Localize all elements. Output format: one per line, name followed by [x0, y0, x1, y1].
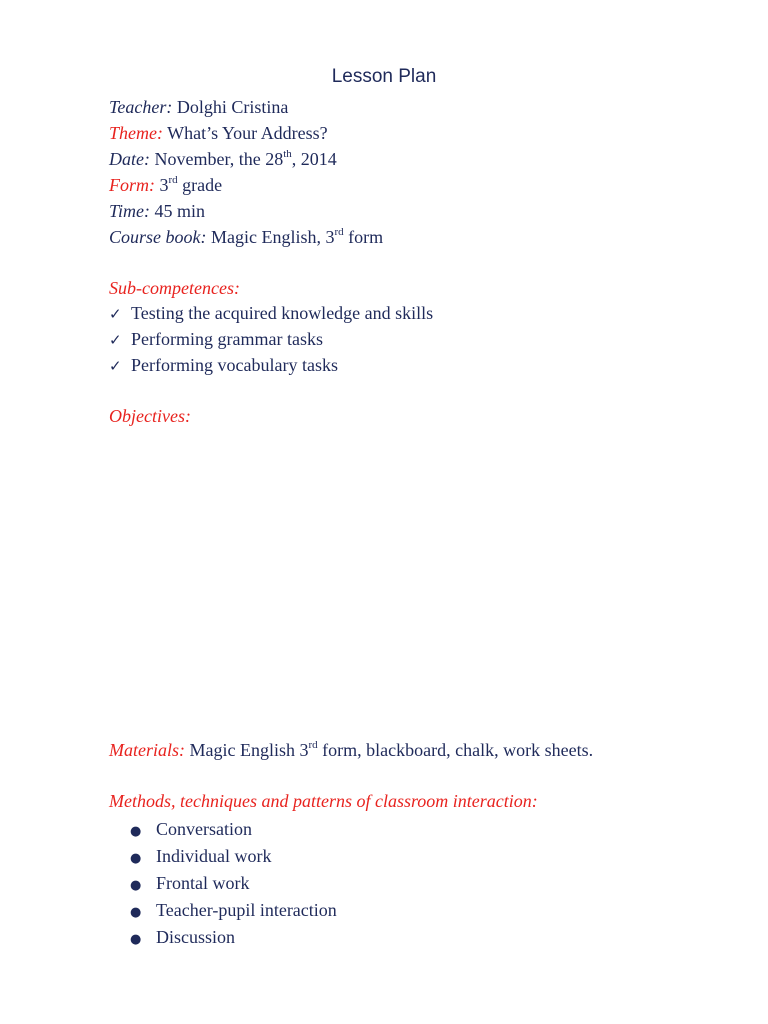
bullet-dot-icon: ●: [130, 851, 142, 866]
bullet-dot-icon: ●: [130, 824, 142, 839]
theme-value: What’s Your Address?: [167, 123, 328, 143]
list-item: ● Frontal work: [130, 872, 250, 897]
form-label: Form:: [109, 175, 155, 195]
bullet-dot-icon: ●: [130, 905, 142, 920]
teacher-value: Dolghi Cristina: [176, 97, 289, 117]
bullet-dot-icon: ●: [130, 878, 142, 893]
form-value: 3rd grade: [159, 174, 223, 195]
teacher-line: [109, 96, 288, 118]
materials-label: Materials:: [109, 740, 185, 760]
course-book-line: [109, 226, 383, 248]
check-mark-icon: ✓: [109, 331, 122, 349]
list-item: ● Teacher-pupil interaction: [130, 899, 337, 924]
list-item: ✓ Performing grammar tasks: [109, 329, 323, 349]
bullet-dot-icon: ●: [130, 932, 142, 947]
methods-heading: Methods, techniques and patterns of classroom interaction:: [109, 791, 538, 811]
theme-label: Theme:: [109, 123, 163, 143]
theme-line: [109, 122, 328, 144]
time-line: [109, 200, 205, 222]
materials-line: [109, 739, 593, 761]
objectives-heading: Objectives:: [109, 406, 191, 426]
course-book-value: Magic English, 3rd form: [211, 226, 384, 247]
list-item: ● Discussion: [130, 926, 235, 951]
page-title: Lesson Plan: [331, 66, 437, 87]
materials-value: Magic English 3rd form, blackboard, chalk, work sheets.: [189, 739, 594, 760]
time-label: Time:: [109, 201, 151, 221]
time-value: 45 min: [154, 201, 206, 221]
teacher-label: Teacher:: [109, 97, 173, 117]
sub-competences-heading: Sub-competences:: [109, 278, 240, 298]
list-item: ● Individual work: [130, 845, 271, 870]
check-mark-icon: ✓: [109, 357, 122, 375]
check-mark-icon: ✓: [109, 305, 122, 323]
course-book-label: Course book:: [109, 227, 207, 247]
date-line: [109, 148, 337, 170]
list-item: ✓ Performing vocabulary tasks: [109, 355, 338, 375]
date-label: Date:: [109, 149, 150, 169]
list-item: ✓ Testing the acquired knowledge and skills: [109, 303, 434, 323]
date-value: November, the 28th, 2014: [154, 148, 337, 169]
list-item: ● Conversation: [130, 818, 252, 843]
form-line: [109, 174, 222, 196]
